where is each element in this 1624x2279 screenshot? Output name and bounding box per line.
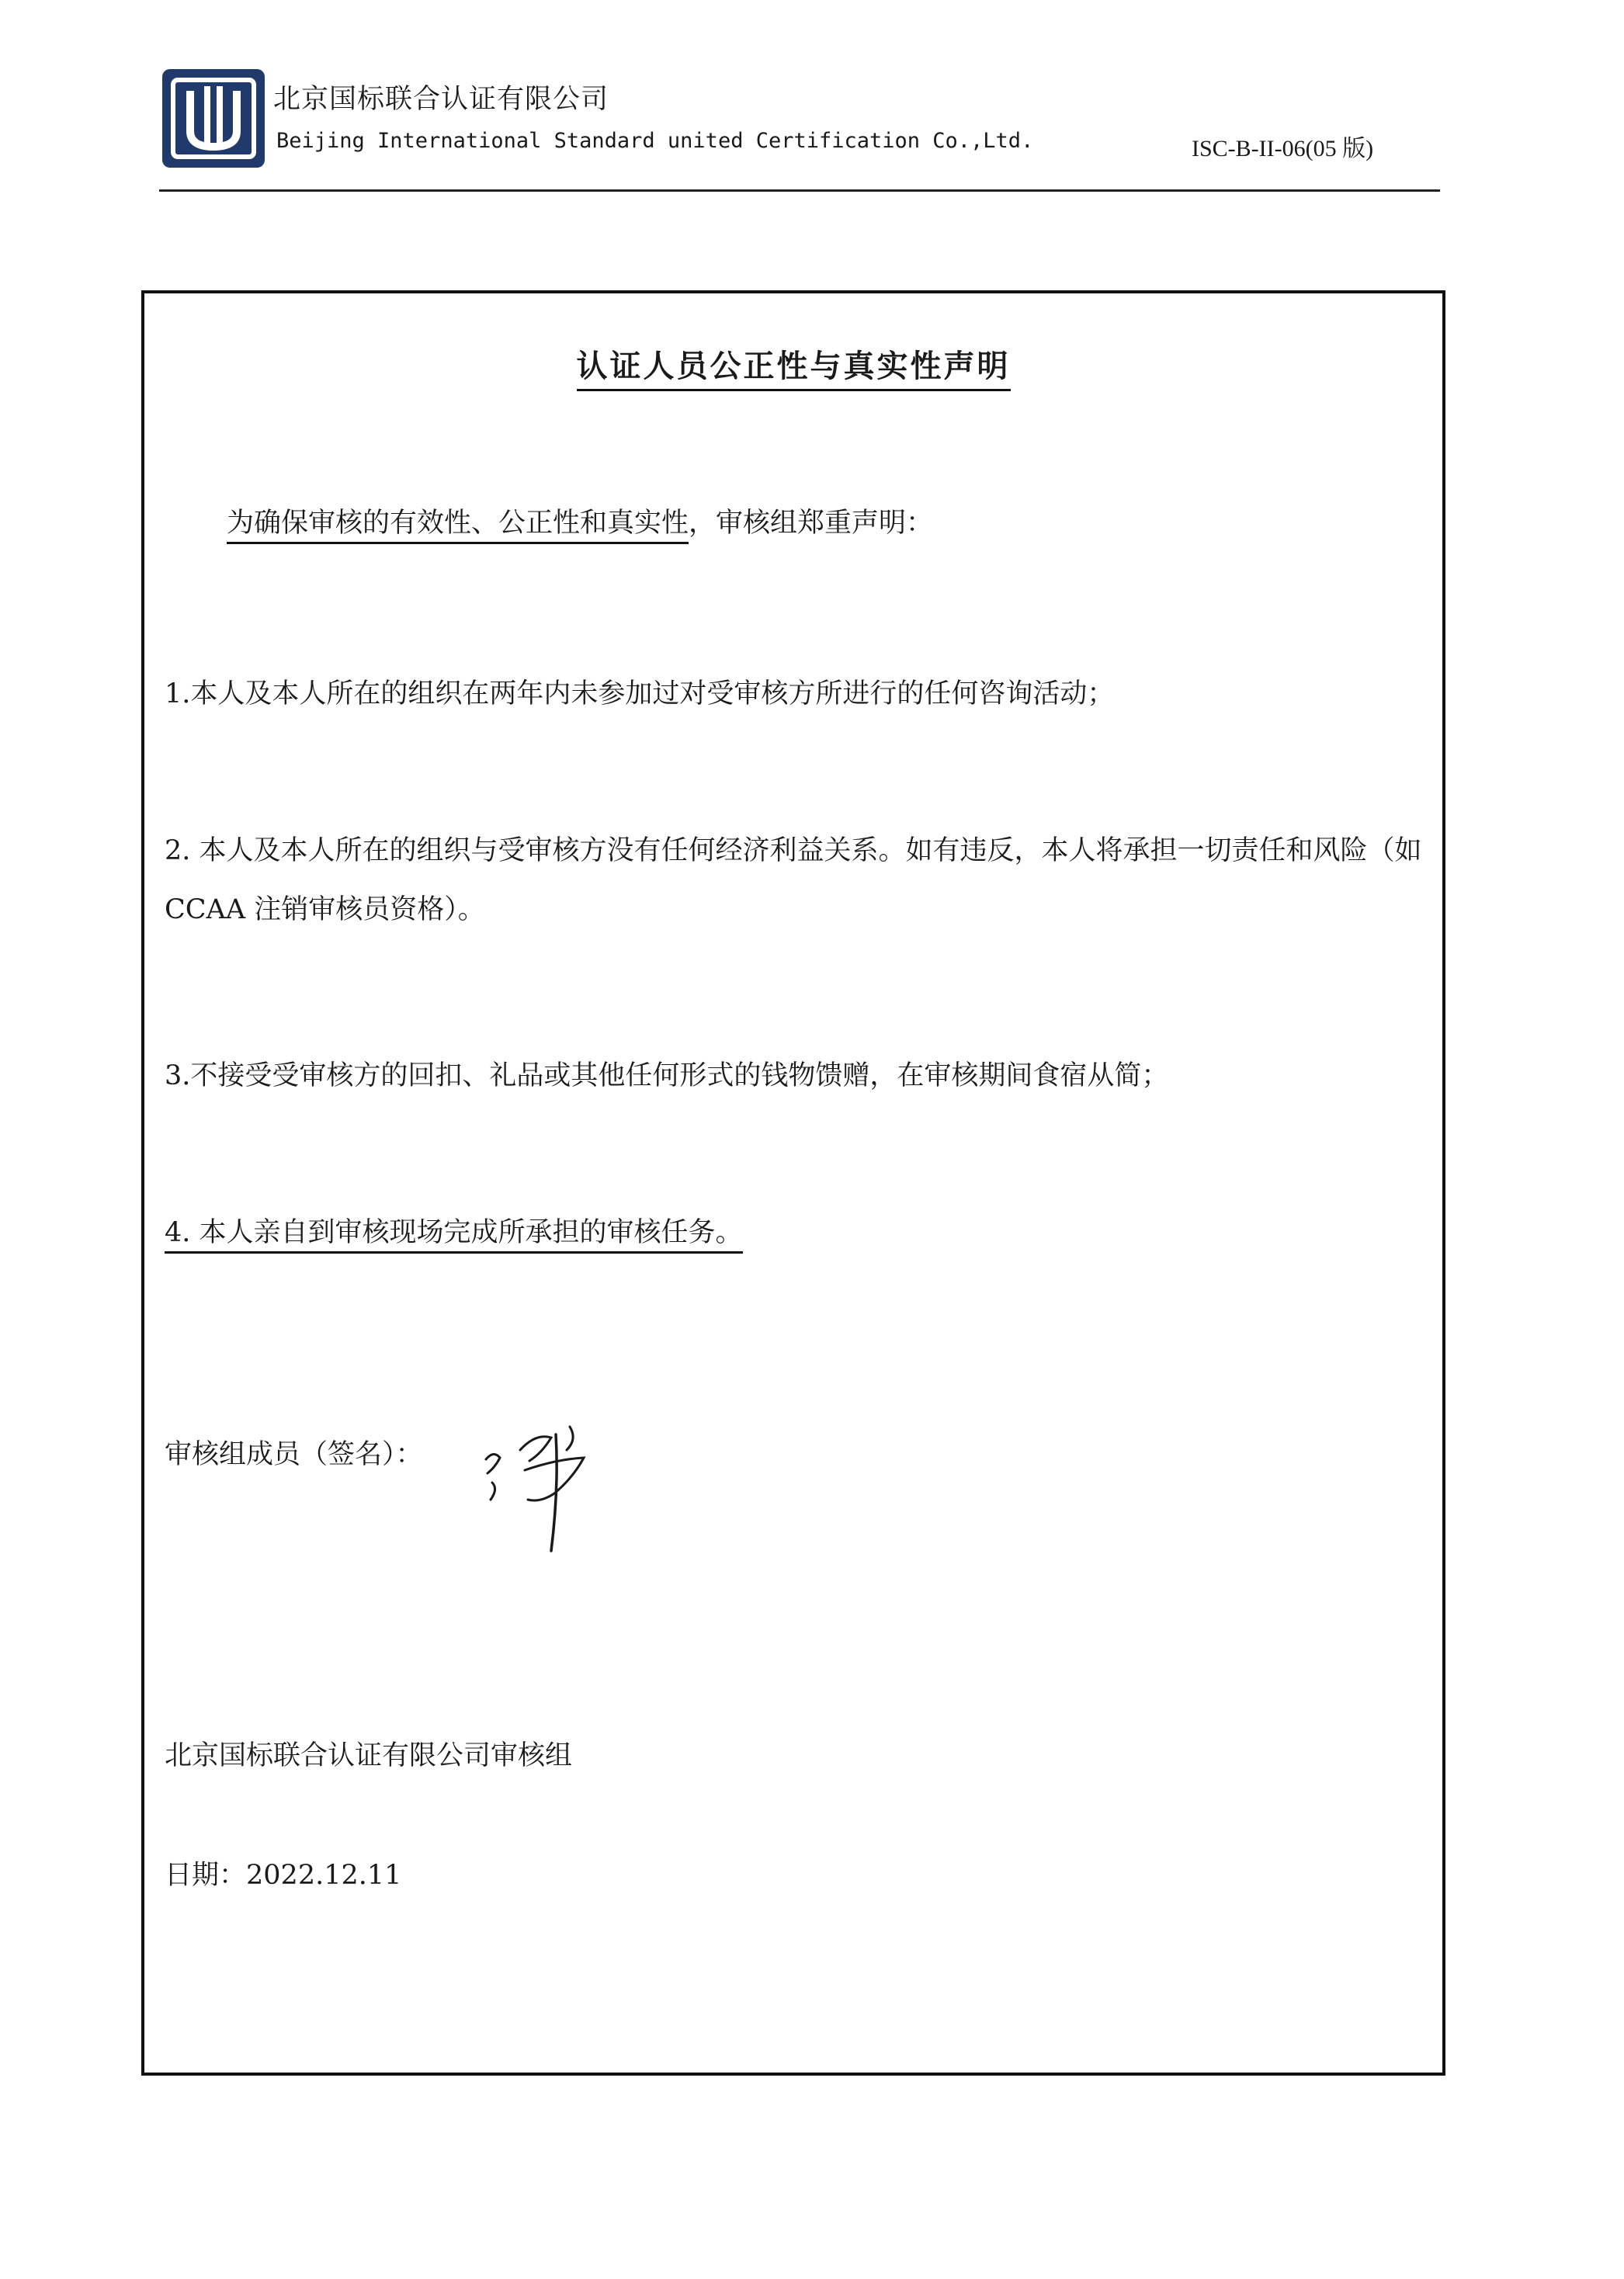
declaration-item-3: 3.不接受受审核方的回扣、礼品或其他任何形式的钱物馈赠，在审核期间食宿从简； bbox=[165, 1060, 1169, 1091]
intro-paragraph bbox=[227, 494, 933, 553]
document-title-text: 认证人员公正性与真实性声明 bbox=[577, 348, 1011, 391]
intro-rest-text: ，审核组郑重声明： bbox=[689, 508, 934, 539]
declaration-item-1: 1.本人及本人所在的组织在两年内未参加过对受审核方所进行的任何咨询活动； bbox=[165, 678, 1115, 709]
declaration-item-2: 2. 本人及本人所在的组织与受审核方没有任何经济利益关系。如有违反，本人将承担一切责任和风险（如 CCAA 注销审核员资格）。 bbox=[165, 835, 1422, 925]
intro-underlined-text: 为确保审核的有效性、公正性和真实性 bbox=[227, 508, 689, 544]
company-name-cn: 北京国标联合认证有限公司 bbox=[273, 84, 609, 115]
company-name-en: Beijing International Standard united Certification Co.,Ltd. bbox=[276, 129, 1034, 153]
date-value: 2022.12.11 bbox=[246, 1860, 402, 1891]
date-label: 日期： bbox=[165, 1860, 247, 1891]
audit-team-name: 北京国标联合认证有限公司审核组 bbox=[165, 1740, 573, 1771]
declaration-item-4 bbox=[165, 1203, 743, 1262]
header-divider bbox=[159, 189, 1440, 192]
declaration-frame bbox=[141, 290, 1445, 2076]
declaration-item-4-text: 4. 本人亲自到审核现场完成所承担的审核任务。 bbox=[165, 1217, 743, 1254]
document-title bbox=[144, 342, 1442, 386]
document-code: ISC-B-II-06(05 版) bbox=[1192, 136, 1374, 161]
company-logo-icon bbox=[159, 66, 268, 171]
date-line bbox=[165, 1846, 401, 1905]
handwritten-signature bbox=[470, 1419, 618, 1559]
document-header bbox=[0, 0, 1624, 202]
signature-label: 审核组成员（签名）： bbox=[165, 1439, 423, 1470]
